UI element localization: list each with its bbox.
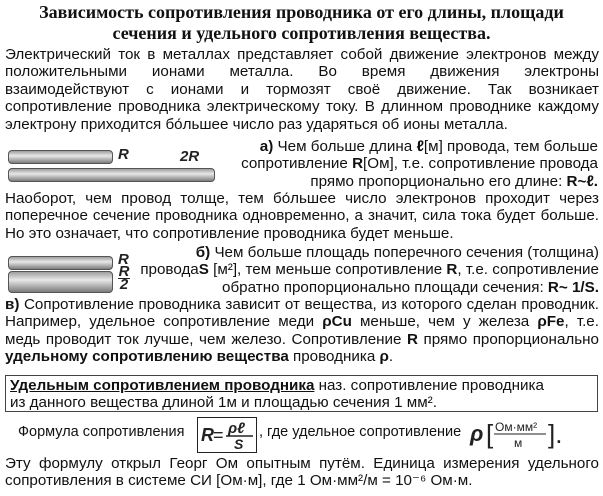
paragraph-a [226, 138, 598, 190]
title-line-1: Зависимость сопротивления проводника от его длины, площади [39, 2, 564, 22]
marker-b: б) [195, 244, 211, 261]
rod-short [8, 150, 113, 164]
c-r-symbol: R [407, 330, 418, 348]
svg-text:м: м [514, 436, 523, 450]
svg-text:=: = [213, 425, 224, 445]
a-r-symbol: R [352, 155, 364, 173]
paragraph-b [140, 244, 599, 296]
rod-thick [8, 271, 113, 293]
marker-a: а) [259, 138, 274, 155]
svg-text:Ом·мм²: Ом·мм² [495, 420, 538, 434]
paragraph-thickness: Наоборот, чем провод толще, тем бо́льшее число электронов проходит через поперечное сечение проводника одновременно, а значит, сила тока будет больше. Но это означает, что сопротивление проводника будет меньше. [5, 190, 599, 242]
title-line-2: сечения и удельного сопротивления вещества. [112, 23, 491, 43]
units-expression [468, 417, 598, 451]
rod-long-label: 2R [180, 148, 200, 165]
rho-cu: ρCu [322, 313, 352, 331]
definition-line-1 [10, 377, 595, 394]
rod-thick-numerator: R [118, 263, 130, 280]
c-text-2: меньше, чем у железа [351, 313, 538, 331]
b-text-3: , т.е. сопротивление обратно пропорционально площади сечения: [222, 261, 599, 296]
paragraph-conclusion: Эту формулу открыл Георг Ом опытным путём. Единица измерения удельного сопротивления в системе СИ [Ом·м], где 1 Ом·мм²/м = 10⁻⁶ Ом·м. [5, 455, 599, 490]
c-text-4: прямо пропорционально [417, 330, 599, 348]
a-text-2: [м] провода, тем больше сопротивление [241, 138, 598, 173]
page-title [0, 2, 603, 44]
b-relation: R~ 1/S. [547, 278, 599, 296]
b-text-2: [м²], тем меньше сопротивление [208, 261, 447, 279]
svg-text:R: R [201, 425, 214, 445]
b-text-1: Чем больше площадь поперечного сечения (толщина) провода [140, 244, 599, 279]
b-s-symbol: S [198, 261, 209, 279]
c-bold-term: удельному сопротивлению вещества [5, 348, 289, 366]
svg-text:ρℓ: ρℓ [228, 420, 245, 437]
definition-text-1: наз. сопротивление проводника [314, 377, 544, 394]
paragraph-intro: Электрический ток в металлах представляет собой движение электронов между положительными ионами металла. Во время движения электроны взаимодействуют с ионами и тормозят своё движение. Так возникает сопротивление проводника электрическому току. В длинном проводнике каждому электрону приходится бо́льшее число раз ударяться об ионы металла. [5, 46, 599, 133]
formula-label: Формула сопротивления [18, 424, 185, 440]
rod-long [8, 168, 215, 182]
formula-box [197, 417, 257, 453]
c-text-3: , т.е. медь проводит ток лучше, чем железо. Сопротивление [5, 313, 599, 348]
formula-row [0, 412, 603, 454]
definition-box [5, 375, 598, 412]
svg-text:S: S [234, 436, 244, 452]
svg-text:ρ: ρ [470, 421, 484, 446]
formula-expression [198, 418, 256, 452]
a-length-symbol: ℓ [416, 138, 424, 155]
a-relation: R~ℓ. [566, 172, 598, 190]
svg-text:].: ]. [548, 419, 563, 449]
rod-thick-denominator: 2 [119, 276, 129, 293]
formula-label-2: , где удельное сопротивление [259, 424, 462, 440]
rod-short-label: R [118, 146, 129, 163]
paragraph-c [5, 296, 599, 366]
marker-c: в) [5, 296, 20, 313]
c-text-5: проводника [288, 348, 380, 366]
c-text-1: Сопротивление проводника зависит от вещества, из которого сделан проводник. Например, удельное сопротивление меди [5, 296, 599, 331]
a-text-1: Чем больше длина [273, 138, 417, 155]
a-text-3: [Ом], т.е. сопротивление провода прямо пропорционально его длине: [310, 155, 598, 190]
definition-term: Удельным сопротивлением проводника [10, 377, 315, 394]
definition-line-2: из данного вещества длиной 1м и площадью сечения 1 мм². [10, 394, 437, 411]
b-r-symbol: R [446, 261, 458, 279]
rho-fe: ρFe [537, 313, 565, 331]
rod-thin-label: R [118, 251, 129, 268]
rod-thick-label [118, 263, 130, 293]
c-rho: ρ [379, 348, 389, 366]
svg-text:[: [ [486, 419, 494, 449]
c-end: . [388, 348, 394, 366]
rod-thin [8, 256, 113, 270]
